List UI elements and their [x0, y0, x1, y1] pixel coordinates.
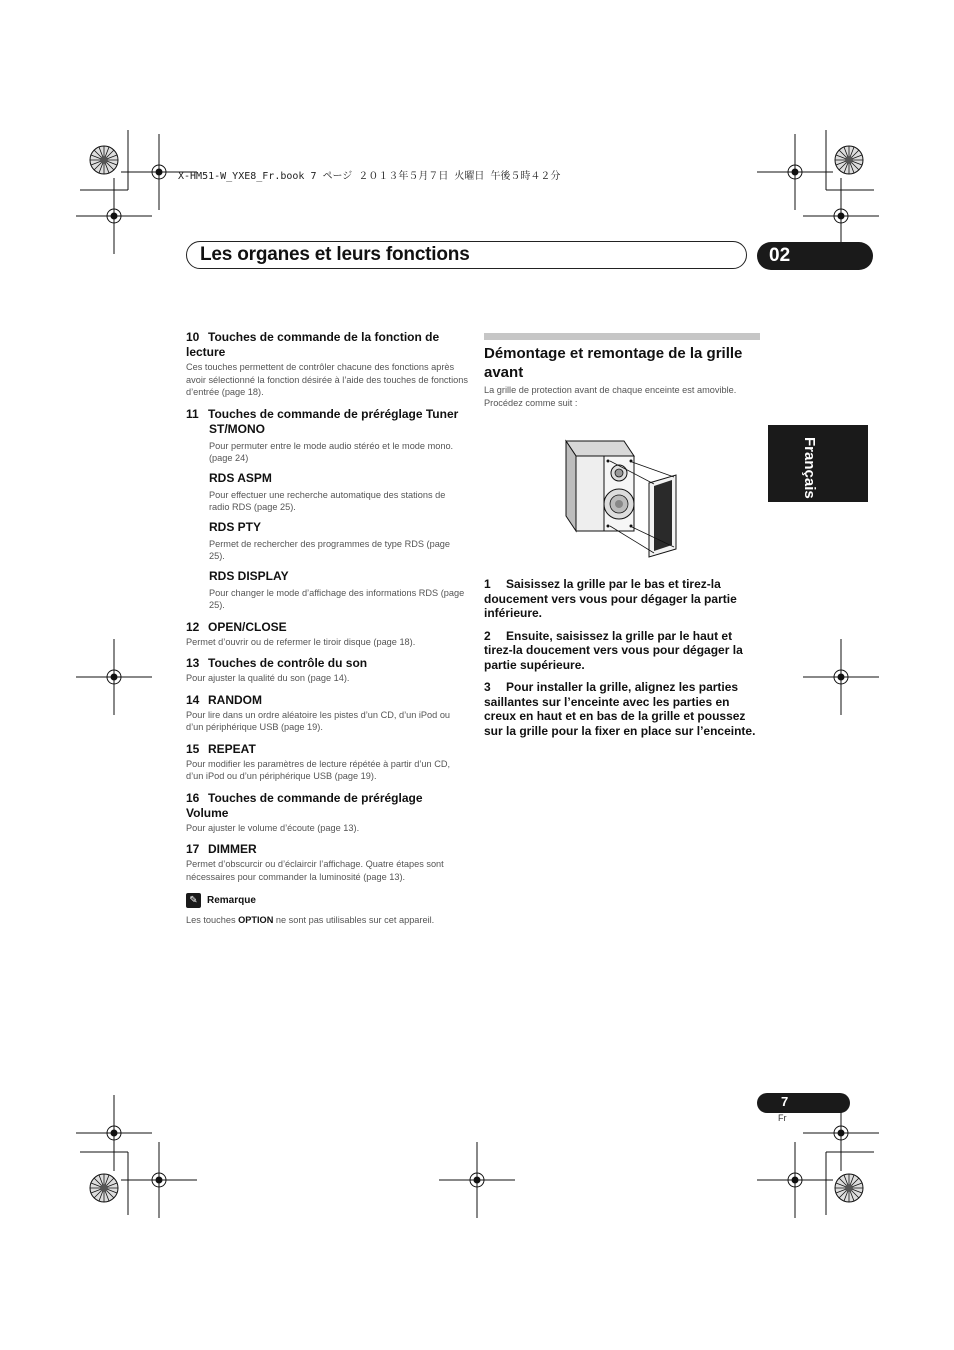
chapter-number: 02	[769, 245, 791, 266]
item-17-description: Permet d’obscurcir ou d’éclaircir l’affichage. Quatre étapes sont nécessaires pour commander la luminosité (page 13).	[186, 859, 444, 882]
sub-rds-display-description: Pour changer le mode d’affichage des informations RDS (page 25).	[209, 587, 465, 610]
step-2: 2 Ensuite, saisissez la grille par le haut et tirez-la doucement vers vous pour dégager la partie supérieure.	[484, 628, 743, 672]
item-17-heading: 17 DIMMER	[186, 842, 257, 856]
item-15-description: Pour modifier les paramètres de lecture répétée à partir d’un CD, d’un iPod ou d’un périphérique USB (page 19).	[186, 758, 451, 781]
page-number: 7	[781, 1094, 789, 1109]
step-1: 1 Saisissez la grille par le bas et tirez-la doucement vers vous pour dégager la partie inférieure.	[484, 577, 737, 620]
sub-rds-display-heading: RDS DISPLAY	[209, 568, 289, 583]
section-rule	[484, 333, 760, 340]
item-10-heading: 10 Touches de commande de la fonction de lecture	[186, 330, 440, 359]
item-16-description: Pour ajuster le volume d’écoute (page 13).	[186, 822, 360, 833]
sub-st-mono-heading: ST/MONO	[209, 421, 265, 436]
sub-rds-aspm-description: Pour effectuer une recherche automatique des stations de radio RDS (page 25).	[209, 489, 446, 512]
chapter-title: Les organes et leurs fonctions	[200, 244, 470, 265]
page-language: Fr	[778, 1113, 787, 1123]
item-10-description: Ces touches permettent de contrôler chacune des fonctions après avoir sélectionné la fonction désirée à l’aide des touches de fonctions d’entrée (page 18).	[186, 362, 468, 397]
note-text: Les touches OPTION ne sont pas utilisables sur cet appareil.	[186, 915, 435, 925]
item-16-heading: 16 Touches de commande de préréglage Volume	[186, 790, 423, 820]
item-14-description: Pour lire dans un ordre aléatoire les pistes d’un CD, d’un iPod ou d’un périphérique USB (page 19).	[186, 709, 451, 732]
note-label: Remarque	[207, 895, 256, 906]
sub-rds-pty-heading: RDS PTY	[209, 519, 262, 534]
step-3: 3 Pour installer la grille, alignez les parties saillantes sur l’enceinte avec les parties en creux en haut et en bas de la grille et poussez sur la grille pour la fixer en place sur l’enceinte.	[484, 680, 756, 738]
sub-rds-aspm-heading: RDS ASPM	[209, 470, 272, 485]
speaker-grille-illustration	[484, 431, 760, 561]
item-12-description: Permet d’ouvrir ou de refermer le tiroir disque (page 18).	[186, 636, 416, 647]
left-column	[186, 330, 468, 927]
item-15-heading: 15 REPEAT	[186, 741, 256, 756]
language-label: Français	[801, 437, 818, 499]
print-mark: X-HM51-W_YXE8_Fr.book 7 ページ ２０１３年５月７日 火曜日 午後５時４２分	[178, 171, 561, 182]
language-tab	[768, 425, 868, 502]
chapter-title-bar	[186, 241, 747, 269]
pencil-note-icon: ✎	[186, 893, 201, 908]
page-number-badge	[757, 1093, 850, 1113]
section-title: Démontage et remontage de la grille avant	[484, 345, 743, 381]
right-column	[484, 333, 760, 746]
item-11-heading: 11 Touches de commande de préréglage Tuner	[186, 406, 459, 421]
item-14-heading: 14 RANDOM	[186, 692, 262, 707]
note-keyword: OPTION	[238, 915, 274, 925]
item-13-heading: 13 Touches de contrôle du son	[186, 656, 368, 670]
chapter-number-badge	[757, 242, 873, 270]
note-header	[186, 893, 468, 908]
section-intro: La grille de protection avant de chaque enceinte est amovible. Procédez comme suit :	[484, 385, 737, 408]
item-12-heading: 12 OPEN/CLOSE	[186, 619, 287, 634]
sub-st-mono-description: Pour permuter entre le mode audio stéréo et le mode mono. (page 24)	[209, 440, 454, 463]
sub-rds-pty-description: Permet de rechercher des programmes de type RDS (page 25).	[209, 538, 451, 561]
item-13-description: Pour ajuster la qualité du son (page 14).	[186, 673, 350, 683]
